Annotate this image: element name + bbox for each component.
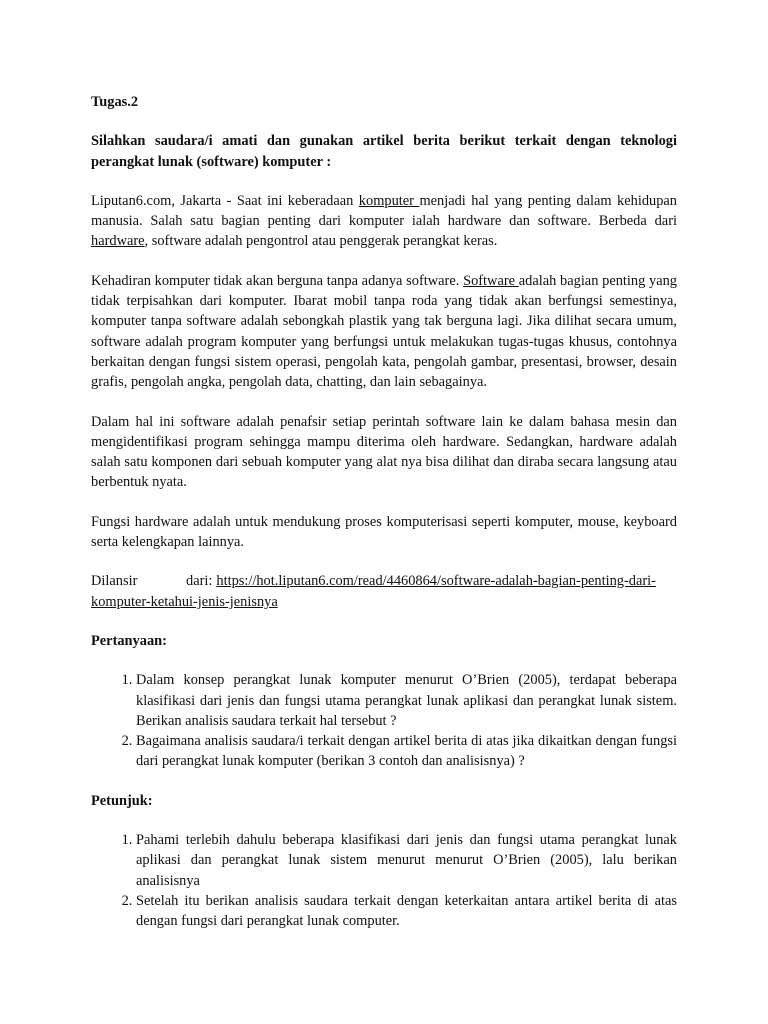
document-title: Tugas.2 <box>91 94 139 110</box>
assignment-instruction: Silahkan saudara/i amati dan gunakan artikel berita berikut terkait dengan teknologi perangkat lunak (software) komputer : <box>91 133 677 170</box>
paragraph-1-text-b: menjadi hal yang penting dalam kehidupan manusia. Salah satu bagian penting dari komputer ialah hardware dan software. Berbeda dari <box>91 192 677 230</box>
link-software[interactable]: Software <box>463 272 519 289</box>
questions-heading: Pertanyaan: <box>91 632 167 649</box>
article-paragraph-1 <box>91 191 677 252</box>
article-paragraph-2 <box>91 271 677 393</box>
hint-item: 2. Setelah itu berikan analisis saudara terkait dengan keterkaitan antara artikel berita di atas dengan fungsi dari perangkat lunak computer. <box>136 891 677 932</box>
article-paragraph-4: Fungsi hardware adalah untuk mendukung proses komputerisasi seperti komputer, mouse, keyboard serta kelengkapan lainnya. <box>91 513 677 551</box>
hint-item: 1. Pahami terlebih dahulu beberapa klasifikasi dari jenis dan fungsi utama perangkat lunak aplikasi dan perangkat lunak sistem menurut menurut O’Brien (2005), lalu berikan analisisnya <box>136 830 677 891</box>
paragraph-2-text-b: adalah bagian penting yang tidak terpisahkan dari komputer. Ibarat mobil tanpa roda yang tidak akan berfungsi semestinya, komputer tanpa software adalah sebongkah plastik yang tak berguna lagi. Jika dilihat secara umum, software adalah program komputer yang berfungsi untuk melakukan tugas-tugas khusus, contohnya berkaitan dengan fungsi sistem operasi, pengolah kata, pengolah gambar, presentasi, browser, desain grafis, pengolah angka, pengolah data, chatting, dan lain sebagainya. <box>91 272 678 391</box>
link-komputer[interactable]: komputer <box>358 192 420 209</box>
questions-list <box>91 670 677 771</box>
question-item: 1. Dalam konsep perangkat lunak komputer menurut O’Brien (2005), terdapat beberapa klasifikasi dari jenis dan fungsi utama perangkat lunak aplikasi dan perangkat lunak sistem. Berikan analisis saudara terkait hal tersebut ? <box>136 670 677 731</box>
source-label-dari: dari: <box>186 573 213 590</box>
source-citation <box>91 571 677 612</box>
paragraph-1-text-a: Liputan6.com, Jakarta - Saat ini keberadaan <box>91 192 359 209</box>
hints-list <box>91 830 677 931</box>
paragraph-1-text-c: , software adalah pengontrol atau penggerak perangkat keras. <box>144 233 498 250</box>
paragraph-2-text-a: Kehadiran komputer tidak akan berguna tanpa adanya software. <box>91 272 464 289</box>
link-hardware[interactable]: hardware <box>91 233 145 250</box>
hints-heading: Petunjuk: <box>91 792 153 809</box>
source-url-link[interactable]: https://hot.liputan6.com/read/4460864/software-adalah-bagian-penting-dari-komputer-ketahui-jenis-jenisnya <box>91 573 656 610</box>
question-item: 2. Bagaimana analisis saudara/i terkait dengan artikel berita di atas jika dikaitkan dengan fungsi dari perangkat lunak komputer (berikan 3 contoh dan analisisnya) ? <box>136 731 677 772</box>
source-label-dilansir: Dilansir <box>91 573 138 590</box>
article-paragraph-3: Dalam hal ini software adalah penafsir setiap perintah software lain ke dalam bahasa mesin dan mengidentifikasi program sehingga mampu diterima oleh hardware. Sedangkan, hardware adalah salah satu komponen dari sebuah komputer yang alat nya bisa dilihat dan diraba secara langsung atau berbentuk nyata. <box>91 413 677 491</box>
